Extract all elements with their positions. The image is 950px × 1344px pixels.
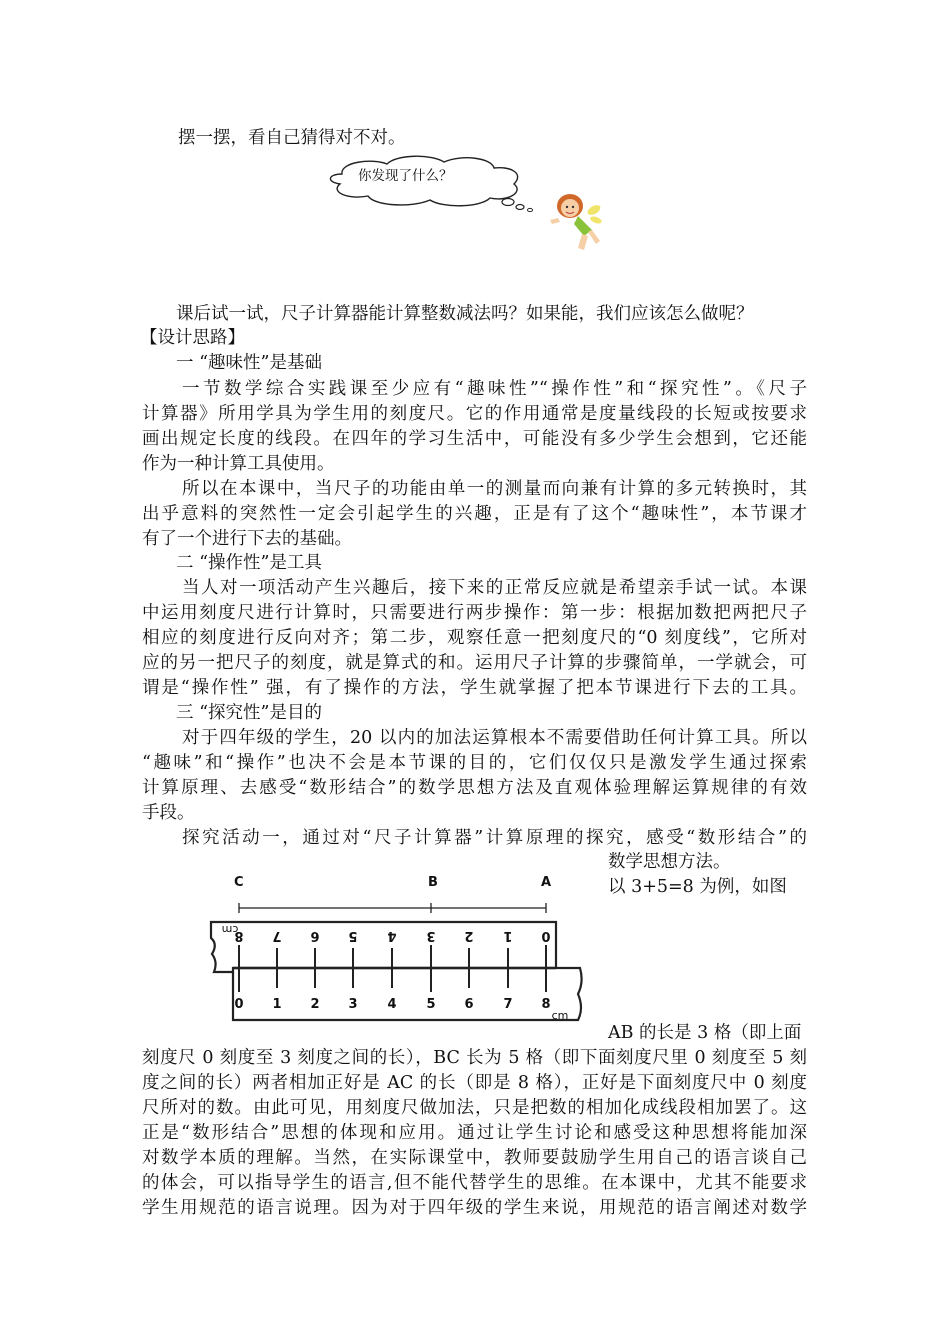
paragraph-line: 所以在本课中，当尺子的功能由单一的测量而向兼有计算的多元转换时，其 (182, 479, 807, 499)
paragraph-line: 作为一种计算工具使用。 (142, 454, 335, 474)
paragraph-line: “趣味”和“操作”也决不会是本节课的目的，它们仅仅只是激发学生通过探索 (142, 753, 807, 773)
ruler-figure (208, 870, 588, 1030)
heading-2: 二 “操作性”是工具 (176, 553, 322, 573)
top-ruler-number: 3 (426, 928, 436, 943)
paragraph-line: 对数学本质的理解。当然，在实际课堂中，教师要鼓励学生用自己的语言谈自己 (142, 1148, 807, 1168)
bottom-ruler-number: 0 (234, 997, 244, 1012)
top-ruler-number: 2 (464, 928, 474, 943)
top-ruler-number: 7 (272, 928, 282, 943)
top-ruler-number: 0 (541, 928, 551, 943)
paragraph-line: 正是“数形结合”思想的体现和应用。通过让学生讨论和感受这种思想将能加深 (142, 1123, 807, 1143)
paragraph-line: 度之间的长）两者相加正好是 AC 的长（即是 8 格），正好是下面刻度尺中 0 刻度 (142, 1073, 807, 1093)
top-ruler-number: 4 (387, 928, 397, 943)
bottom-ruler-number: 8 (541, 997, 551, 1012)
side-text: 以 3+5=8 为例，如图 (608, 877, 787, 897)
bubble-text: 你发现了什么？ (358, 168, 453, 184)
paragraph-line: 刻度尺 0 刻度至 3 刻度之间的长），BC 长为 5 格（即下面刻度尺里 0 刻度至 5 刻 (142, 1048, 807, 1068)
cartoon-girl-icon (548, 186, 608, 256)
top-ruler-number: 5 (348, 928, 358, 943)
bottom-ruler-number: 1 (272, 997, 282, 1012)
section-title: 【设计思路】 (140, 328, 245, 348)
paragraph-line: 对于四年级的学生，20 以内的加法运算根本不需要借助任何计算工具。所以 (182, 728, 807, 748)
paragraph-line: 相应的刻度进行反向对齐；第二步，观察任意一把刻度尺的“0 刻度线”，它所对 (142, 628, 807, 648)
paragraph-line: 中运用刻度尺进行计算时，只需要进行两步操作：第一步：根据加数把两把尺子 (142, 603, 807, 623)
paragraph-line: 谓是“操作性” 强，有了操作的方法，学生就掌握了把本节课进行下去的工具。 (142, 678, 807, 698)
paragraph-line: 探究活动一，通过对“尺子计算器”计算原理的探究，感受“数形结合”的 (182, 828, 807, 848)
top-ruler-number: 6 (310, 928, 320, 943)
bottom-ruler-unit: cm (551, 1009, 569, 1022)
paragraph-line: 出乎意料的突然性一定会引起学生的兴趣，正是有了这个“趣味性”，本节课才 (142, 504, 807, 524)
paragraph-line: 一节数学综合实践课至少应有“趣味性”“操作性”和“探究性”。《尺子 (182, 379, 807, 399)
paragraph-line: 手段。 (142, 803, 195, 823)
heading-1: 一 “趣味性”是基础 (176, 353, 322, 373)
paragraph-line: 的体会，可以指导学生的语言,但不能代替学生的思维。在本课中，尤其不能要求 (142, 1173, 807, 1193)
point-label-c: C (234, 875, 244, 890)
bottom-ruler-number: 7 (503, 997, 513, 1012)
top-ruler-number: 8 (234, 928, 244, 943)
bottom-ruler-number: 4 (387, 997, 397, 1012)
paragraph-line: 有了一个进行下去的基础。 (142, 529, 352, 549)
paragraph-line: 学生用规范的语言说理。因为对于四年级的学生来说，用规范的语言阐述对数学 (142, 1198, 807, 1218)
after-figure-text: AB 的长是 3 格（即上面 (608, 1023, 802, 1043)
bottom-ruler-number: 2 (310, 997, 320, 1012)
paragraph-line: 画出规定长度的线段。在四年的学习生活中，可能没有多少学生会想到，它还能 (142, 429, 807, 449)
top-ruler-unit: cm (221, 923, 239, 936)
paragraph-line: 计算器》所用学具为学生用的刻度尺。它的作用通常是度量线段的长短或按要求 (142, 404, 807, 424)
bottom-ruler-number: 6 (464, 997, 474, 1012)
paragraph-line: 当人对一项活动产生兴趣后，接下来的正常反应就是希望亲手试一试。本课 (182, 578, 807, 598)
point-label-b: B (428, 875, 438, 890)
bottom-ruler-number: 5 (426, 997, 436, 1012)
bottom-ruler-number: 3 (348, 997, 358, 1012)
paragraph-line: 计算原理、去感受“数形结合”的数学思想方法及直观体验理解运算规律的有效 (142, 778, 807, 798)
top-line: 摆一摆，看自己猜得对不对。 (178, 128, 406, 148)
side-text: 数学思想方法。 (608, 852, 731, 872)
top-ruler-number: 1 (503, 928, 513, 943)
paragraph-line: 尺所对的数。由此可见，用刻度尺做加法，只是把数的相加化成线段相加罢了。这 (142, 1098, 807, 1118)
paragraph-line: 应的另一把尺子的刻度，就是算式的和。运用尺子计算的步骤简单，一学就会，可 (142, 653, 807, 673)
heading-3: 三 “探究性”是目的 (176, 703, 322, 723)
after-class-question: 课后试一试，尺子计算器能计算整数减法吗？如果能，我们应该怎么做呢？ (176, 304, 754, 324)
point-label-a: A (541, 875, 552, 890)
